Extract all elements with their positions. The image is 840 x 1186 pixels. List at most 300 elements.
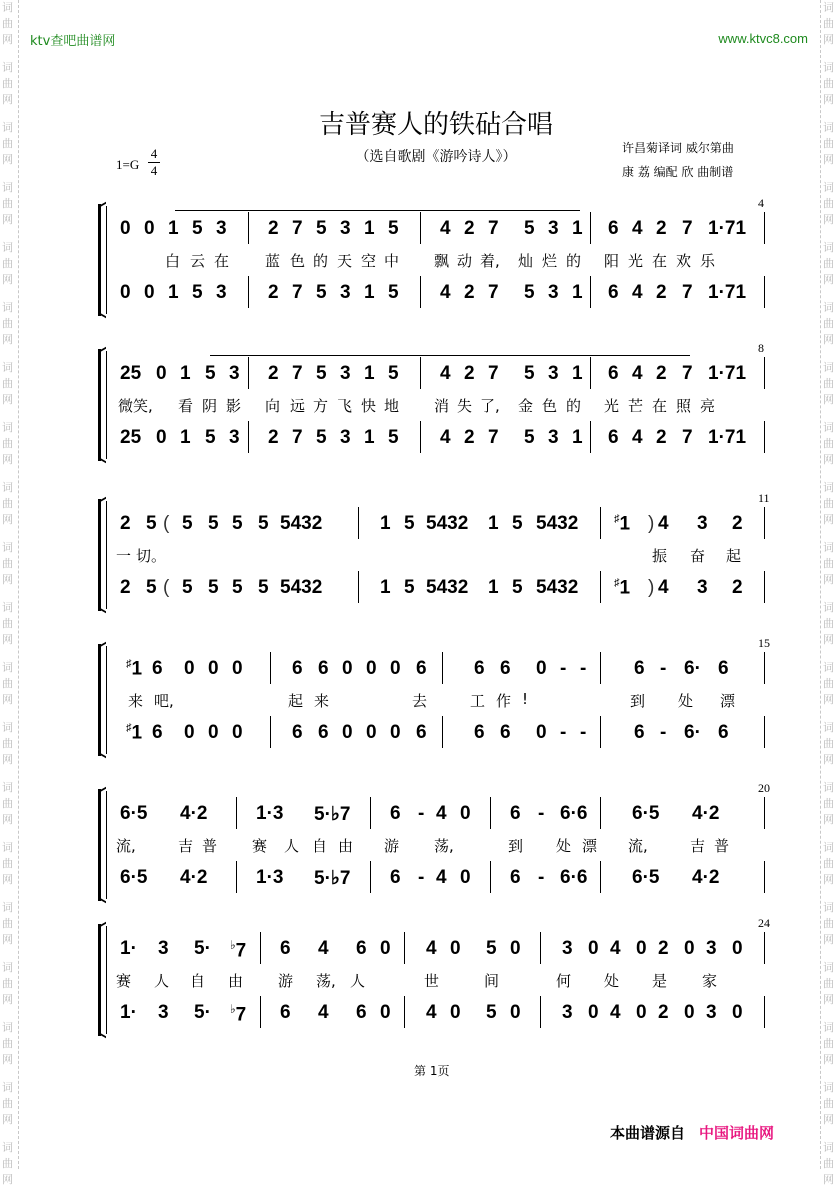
barline: [404, 932, 405, 964]
watermark-char: 网: [823, 633, 834, 646]
lyric-syllable: 荡,: [434, 837, 454, 855]
note: 6: [292, 658, 303, 679]
watermark-char: 词: [2, 781, 13, 794]
note: 25: [120, 363, 142, 384]
note: 6: [280, 1002, 291, 1023]
note: 0: [184, 722, 195, 743]
watermark-char: 曲: [2, 677, 13, 690]
note: 0: [342, 658, 353, 679]
note: 25: [120, 427, 142, 448]
note: 1: [572, 282, 583, 303]
barline: [370, 797, 371, 829]
lyric-syllable: 阴: [202, 397, 218, 415]
note: 6: [510, 803, 521, 824]
lyric-syllable: 漂: [582, 837, 598, 855]
lyric-syllable: 亮: [700, 397, 716, 415]
watermark-char: 曲: [823, 317, 834, 330]
lyric-syllable: 的: [566, 397, 582, 415]
note: 4: [610, 1002, 621, 1023]
note: 4·2: [180, 803, 208, 824]
lyric-syllable: 起: [288, 692, 304, 710]
score-system: [0, 491, 840, 615]
note: 6·5: [120, 803, 148, 824]
watermark-char: 曲: [2, 857, 13, 870]
note: 2: [268, 282, 279, 303]
note: 3: [340, 363, 351, 384]
watermark-char: 词: [823, 841, 834, 854]
lyric-syllable: 一: [116, 547, 132, 565]
note: 5: [182, 577, 193, 598]
lyric-syllable: 光: [628, 252, 644, 270]
watermark-char: 曲: [823, 77, 834, 90]
note: 3: [158, 938, 169, 959]
voice-upper: [0, 803, 840, 829]
watermark-char: 网: [823, 753, 834, 766]
lyric-syllable: 工: [470, 692, 486, 710]
barline: [764, 212, 765, 244]
lyric-syllable: 烂: [542, 252, 558, 270]
note: 1: [364, 427, 375, 448]
note: 1: [364, 218, 375, 239]
watermark-char: 词: [2, 181, 13, 194]
lyric-syllable: 在: [652, 397, 668, 415]
lyric-syllable: 欢: [676, 252, 692, 270]
note: ♯1: [126, 722, 143, 744]
lyric-syllable: 吉: [178, 837, 194, 855]
lyric-syllable: 快: [361, 397, 377, 415]
lyric-syllable: 由: [228, 972, 244, 990]
watermark-char: 曲: [2, 1097, 13, 1110]
lyric-syllable: 白: [165, 252, 181, 270]
note: -: [580, 722, 587, 743]
watermark-char: 网: [2, 513, 13, 526]
watermark-char: 词: [823, 601, 834, 614]
note: 2: [268, 427, 279, 448]
note: 4: [436, 867, 447, 888]
watermark-char: 词: [823, 181, 834, 194]
voice-lower: [0, 577, 840, 603]
watermark-char: 曲: [823, 377, 834, 390]
barline: [600, 507, 601, 539]
barline: [358, 571, 359, 603]
barline: [764, 652, 765, 684]
barline: [404, 996, 405, 1028]
note: 6·: [684, 658, 701, 679]
note: 6: [292, 722, 303, 743]
watermark-char: 网: [2, 1173, 13, 1186]
watermark-char: 网: [2, 213, 13, 226]
note: 0: [510, 938, 521, 959]
voice-lower: [0, 867, 840, 893]
note: 2: [464, 363, 475, 384]
barline: [764, 716, 765, 748]
note: 5: [316, 363, 327, 384]
watermark-char: 词: [823, 1, 834, 14]
watermark-char: 曲: [823, 1097, 834, 1110]
lyric-syllable: 处: [604, 972, 620, 990]
lyric-syllable: 向: [265, 397, 281, 415]
song-title: 吉普赛人的铁砧合唱: [318, 110, 553, 140]
note: 0: [156, 363, 167, 384]
note: 1·71: [708, 427, 747, 448]
note: -: [580, 658, 587, 679]
measure-number: 4: [758, 196, 764, 210]
watermark-char: 曲: [823, 257, 834, 270]
watermark-char: 网: [2, 693, 13, 706]
watermark-char: 曲: [823, 1157, 834, 1170]
note: 1: [364, 363, 375, 384]
note: 4: [632, 218, 643, 239]
watermark-char: 曲: [823, 197, 834, 210]
watermark-char: 网: [2, 273, 13, 286]
note: 6: [318, 722, 329, 743]
voice-lower: [0, 722, 840, 748]
watermark-char: 网: [823, 453, 834, 466]
note: 0: [684, 1002, 695, 1023]
watermark-char: 曲: [823, 617, 834, 630]
lyric-syllable: 了,: [480, 397, 500, 415]
watermark-char: 网: [823, 993, 834, 1006]
note: ♭7: [230, 1002, 247, 1026]
note: 1: [380, 513, 391, 534]
watermark-char: 词: [823, 61, 834, 74]
barline: [490, 797, 491, 829]
lyrics-line: [0, 395, 840, 421]
barline: [236, 797, 237, 829]
lyrics-line: [0, 690, 840, 716]
note: 1: [364, 282, 375, 303]
lyric-syllable: 飘: [434, 252, 450, 270]
lyric-syllable: 游: [278, 972, 294, 990]
note: 4·2: [692, 803, 720, 824]
note: 5·: [194, 1002, 211, 1023]
lyric-syllable: 空: [361, 252, 377, 270]
note: 0: [588, 1002, 599, 1023]
watermark-char: 曲: [2, 797, 13, 810]
note: ♯1: [614, 577, 631, 599]
watermark-char: 曲: [2, 557, 13, 570]
watermark-char: 网: [823, 33, 834, 46]
watermark-char: 词: [2, 541, 13, 554]
lyric-syllable: 影: [226, 397, 242, 415]
note: 3: [548, 282, 559, 303]
watermark-char: 网: [2, 633, 13, 646]
barline: [590, 421, 591, 453]
note: 4: [440, 282, 451, 303]
barline: [370, 861, 371, 893]
note: 0: [636, 1002, 647, 1023]
barline: [590, 212, 591, 244]
note: 5: [182, 513, 193, 534]
credit-lyrics-composer: 许昌菊译词 威尔第曲: [622, 141, 734, 155]
voice-lower: [0, 427, 840, 453]
watermark-char: 词: [2, 1141, 13, 1154]
note: 0: [208, 722, 219, 743]
note: 0: [380, 938, 391, 959]
lyric-syllable: 人: [284, 837, 300, 855]
note: 5: [512, 577, 523, 598]
page-number: 第 1页: [414, 1064, 450, 1078]
credit-arranger: 康 荔 编配 欣 曲制谱: [622, 165, 734, 179]
lyric-syllable: 色: [542, 397, 558, 415]
note: 7: [292, 282, 303, 303]
note: 6·5: [120, 867, 148, 888]
barline: [540, 932, 541, 964]
note: (: [163, 577, 170, 598]
note: 5: [486, 938, 497, 959]
barline: [260, 932, 261, 964]
watermark-char: 曲: [823, 797, 834, 810]
watermark-char: 网: [2, 33, 13, 46]
note: 3: [697, 513, 708, 534]
lyric-syllable: 作: [496, 692, 512, 710]
note: 0: [366, 722, 377, 743]
note: 4: [426, 938, 437, 959]
lyric-syllable: 由: [338, 837, 354, 855]
note: 5: [404, 577, 415, 598]
watermark-char: 词: [2, 121, 13, 134]
watermark-char: 曲: [2, 77, 13, 90]
note: 6·: [684, 722, 701, 743]
note: 6·5: [632, 803, 660, 824]
note: 5: [388, 218, 399, 239]
watermark-char: 曲: [2, 497, 13, 510]
watermark-char: 曲: [2, 197, 13, 210]
watermark-char: 曲: [823, 1037, 834, 1050]
watermark-char: 曲: [823, 557, 834, 570]
lyric-syllable: 奋: [690, 547, 706, 565]
note: 5: [192, 282, 203, 303]
note: 5: [404, 513, 415, 534]
note: 0: [120, 282, 131, 303]
watermark-char: 词: [823, 361, 834, 374]
note: 7: [682, 218, 693, 239]
watermark-char: 曲: [2, 437, 13, 450]
score-system: [0, 916, 840, 1040]
phrase-line: [175, 210, 580, 211]
lyric-syllable: 去: [412, 692, 428, 710]
voice-upper: [0, 658, 840, 684]
watermark-char: 词: [823, 961, 834, 974]
note: 5: [524, 218, 535, 239]
note: 3: [229, 427, 240, 448]
lyric-syllable: 自: [190, 972, 206, 990]
note: 6: [718, 658, 729, 679]
lyric-syllable: 芒: [628, 397, 644, 415]
source-brand-link[interactable]: 中国词曲网: [699, 1124, 775, 1142]
note: 0: [390, 722, 401, 743]
voice-upper: [0, 513, 840, 539]
note: 1·3: [256, 803, 284, 824]
note: 6: [390, 803, 401, 824]
watermark-char: 网: [2, 393, 13, 406]
lyric-syllable: !: [522, 690, 529, 708]
note: 7: [488, 427, 499, 448]
note: 3: [229, 363, 240, 384]
note: 5: [524, 282, 535, 303]
watermark-char: 曲: [823, 137, 834, 150]
barline: [600, 861, 601, 893]
note: 5: [316, 282, 327, 303]
note: 0: [450, 938, 461, 959]
barline: [420, 421, 421, 453]
note: 5: [524, 427, 535, 448]
watermark-char: 网: [2, 933, 13, 946]
note: 5: [316, 427, 327, 448]
note: 6: [500, 658, 511, 679]
note: -: [418, 867, 425, 888]
note: 6: [634, 658, 645, 679]
note: 5: [146, 577, 157, 598]
watermark-char: 词: [823, 541, 834, 554]
watermark-char: 网: [823, 513, 834, 526]
lyric-syllable: 在: [214, 252, 230, 270]
lyric-syllable: 着,: [480, 252, 500, 270]
note: 2: [464, 218, 475, 239]
note: 5: [512, 513, 523, 534]
watermark-char: 网: [823, 813, 834, 826]
note: 3: [706, 1002, 717, 1023]
note: 6: [356, 1002, 367, 1023]
note: 0: [232, 658, 243, 679]
note: 6·5: [632, 867, 660, 888]
lyric-syllable: 起: [726, 547, 742, 565]
lyric-syllable: 来: [128, 692, 144, 710]
lyric-syllable: 的: [313, 252, 329, 270]
note: 5: [232, 577, 243, 598]
note: 5: [208, 577, 219, 598]
note: 5: [388, 282, 399, 303]
watermark-char: 网: [2, 453, 13, 466]
watermark-char: 曲: [2, 317, 13, 330]
note: 0: [144, 282, 155, 303]
site-name[interactable]: ktv查吧曲谱网: [30, 34, 116, 49]
barline: [420, 357, 421, 389]
lyric-syllable: 金: [518, 397, 534, 415]
watermark-char: 曲: [2, 17, 13, 30]
watermark-char: 词: [2, 1021, 13, 1034]
watermark-char: 曲: [823, 437, 834, 450]
source-credit: [610, 1122, 774, 1143]
lyric-syllable: 天: [337, 252, 353, 270]
note: 5: [205, 427, 216, 448]
note: 0: [208, 658, 219, 679]
note: 1: [572, 218, 583, 239]
measure-number: 8: [758, 341, 764, 355]
note: 4: [318, 938, 329, 959]
note: 7: [292, 363, 303, 384]
lyric-syllable: 人: [350, 972, 366, 990]
lyric-syllable: 荡,: [316, 972, 336, 990]
note: 0: [366, 658, 377, 679]
note: 4: [440, 363, 451, 384]
note: 6: [390, 867, 401, 888]
note: 1: [488, 577, 499, 598]
watermark-char: 曲: [2, 377, 13, 390]
note: 3: [340, 282, 351, 303]
lyric-syllable: 在: [652, 252, 668, 270]
watermark-char: 网: [2, 153, 13, 166]
watermark-char: 词: [2, 661, 13, 674]
note: 5: [388, 363, 399, 384]
note: 6: [416, 658, 427, 679]
note: 0: [684, 938, 695, 959]
lyric-syllable: 家: [702, 972, 718, 990]
watermark-char: 曲: [823, 737, 834, 750]
note: 4: [426, 1002, 437, 1023]
note: 4: [436, 803, 447, 824]
watermark-char: 网: [823, 693, 834, 706]
note: 1·71: [708, 218, 747, 239]
barline: [764, 996, 765, 1028]
lyric-syllable: 地: [384, 397, 400, 415]
note: 0: [450, 1002, 461, 1023]
voice-lower: [0, 1002, 840, 1028]
note: 0: [460, 803, 471, 824]
note: 1·: [120, 1002, 137, 1023]
watermark-char: 词: [823, 1021, 834, 1034]
note: 0: [390, 658, 401, 679]
note: 2: [658, 1002, 669, 1023]
watermark-char: 网: [2, 333, 13, 346]
note: 7: [682, 282, 693, 303]
barline: [764, 507, 765, 539]
watermark-char: 词: [823, 241, 834, 254]
barline: [442, 652, 443, 684]
lyric-syllable: 吧,: [154, 692, 174, 710]
note: 3: [562, 938, 573, 959]
voice-upper: [0, 363, 840, 389]
barline: [270, 652, 271, 684]
note: 6: [500, 722, 511, 743]
lyric-syllable: 自: [312, 837, 328, 855]
watermark-char: 网: [2, 753, 13, 766]
voice-lower: [0, 282, 840, 308]
score-system: [0, 341, 840, 465]
watermark-char: 词: [2, 901, 13, 914]
note: 7: [292, 218, 303, 239]
watermark-char: 词: [2, 241, 13, 254]
note: 2: [120, 577, 131, 598]
lyric-syllable: 微笑,: [118, 397, 153, 415]
note: 0: [380, 1002, 391, 1023]
note: 0: [536, 722, 547, 743]
lyrics-line: [0, 250, 840, 276]
watermark-char: 曲: [823, 17, 834, 30]
note: 4: [610, 938, 621, 959]
lyric-syllable: 振: [652, 547, 668, 565]
note: 1·3: [256, 867, 284, 888]
note: 3: [706, 938, 717, 959]
note: 7: [488, 282, 499, 303]
phrase-line: [210, 355, 690, 356]
note: 6: [608, 282, 619, 303]
score-system: [0, 196, 840, 320]
note: 6·6: [560, 803, 588, 824]
measure-number: 11: [758, 491, 770, 505]
watermark-char: 曲: [823, 497, 834, 510]
watermark-char: 词: [823, 121, 834, 134]
watermark-char: 网: [823, 273, 834, 286]
barline: [764, 421, 765, 453]
note: ): [648, 513, 655, 534]
measure-number: 24: [758, 916, 770, 930]
barline: [236, 861, 237, 893]
lyric-syllable: 是: [652, 972, 668, 990]
site-url[interactable]: www.ktvc8.com: [718, 31, 808, 46]
note: 5: [486, 1002, 497, 1023]
note: 5: [316, 218, 327, 239]
